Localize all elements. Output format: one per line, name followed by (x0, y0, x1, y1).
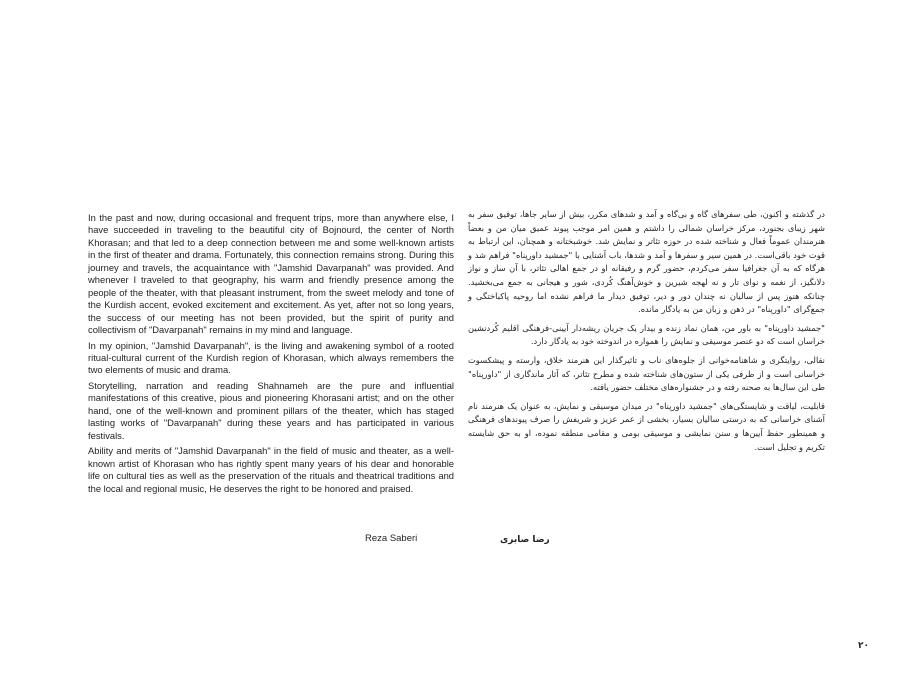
persian-paragraph-2: "جمشید داورپناه" به باور من، همان نماد زنده و بیدار یک جریان ریشه‌دار آیینی-فرهنگی اقلیم کُردنشین خراسان است که دو عنصر موسیقی و نمایش را همواره در اندوخته خود به یادگار دارد. (468, 322, 825, 347)
english-signature: Reza Saberi (365, 533, 418, 544)
persian-paragraph-4: قابلیت، لیاقت و شایستگی‌های "جمشید داورپناه" در میدان موسیقی و نمایش، به عنوان یک هنرمند نام آشنای خراسانی که به درستی سالیان بسیار، بخشی از عمر عزیز و شریفش را صرف پیوندهای فرهنگی و همینطور حفظ آیین‌ها و سنن نمایشی و موسیقی بومی و مقامی منطقه نموده، او به حق شایسته تکریم و تجلیل است. (468, 400, 825, 452)
persian-paragraph-3: نقالی، روایتگری و شاهنامه‌خوانی از جلوه‌های ناب و تاثیرگذار این هنرمند خلاق، وارسته و پیشکسوت خراسانی است و از طرفی یکی از ستون‌های شناخته شده و مطرح تئاتر، که آثار ماندگاری از "داورپناه" طی این سال‌ها به صحنه رفته و در جشنواره‌های مختلف حضور یافته. (468, 354, 825, 393)
english-paragraph-3: Storytelling, narration and reading Shahnameh are the pure and influential manifestations of this creative, pious and pioneering Khorasani artist; and on the other hand, one of the well-known and prominent pillars of the theater, which has staged lasting works of "Davarpanah" during these years and has participated in various festivals. (88, 379, 454, 441)
english-text-column (88, 212, 454, 498)
persian-signature: رضا صابری (500, 535, 550, 545)
english-paragraph-1: In the past and now, during occasional and frequent trips, more than anywhere else, I have succeeded in traveling to the beautiful city of Bojnourd, the center of North Khorasan; and that led to a deep connection between me and some well-known artists in the first of theater and drama. Fortunately, this connection remains strong. During this journey and travels, the acquaintance with "Jamshid Davarpanah" was provided. And whenever I traveled to that geography, his warm and friendly presence among the people of the theater, with that pleasant instrument, from the sweet melody and tone of the Kurdish accent, evoked excitement and excitement. As yet, after not so long years, the success of our meeting has not been provided, but the spirit of purity and collectivism of "Davarpanah" remains in my mind and language. (88, 212, 454, 336)
english-paragraph-4: Ability and merits of "Jamshid Davarpanah" in the field of music and theater, as a well-known artist of Khorasan who has rightly spent many years of his dear and honorable life on cultural ties as well as the preservation of the rituals and theatrical traditions and the local and regional music, He deserves the right to be honored and praised. (88, 445, 454, 494)
persian-paragraph-1: در گذشته و اکنون، طی سفرهای گاه و بی‌گاه و آمد و شدهای مکرر، بیش از سایر جاها، توفیق سفر به شهر زیبای بجنورد، مرکز خراسان شمالی را داشتم و همین امر موجب پیوند عمیق میان من و بعضاً هنرمندان عموماً فعال و شناخته شده در حوزه تئاتر و نمایش شد. خوشبختانه و همچنان، این ارتباط به قوت خود باقی‌است. در همین سیر و سفرها و آمد و شدها، باب آشنایی با "جمشید داورپناه" فراهم شد و هرگاه که به آن جغرافیا سفر می‌کردم، حضور گرم و رفیقانه او در جمع اهالی تئاتر، با آن ساز و نواز دلانگیز، از نغمه و نوای تار و نه لهجه شیرین و خوش‌آهنگ کُردی، شور و هیجانی به جمع می‌بخشید. چنانکه هنوز پس از سالیان نه چندان دور و دیر، توفیق دیدار ما فراهم نشده اما روحیه پاکباختگی و جمع‌گرای "داورپناه" در ذهن و زبان من به یادگار مانده. (468, 209, 825, 315)
english-paragraph-2: In my opinion, "Jamshid Davarpanah", is the living and awakening symbol of a rooted ritual-cultural current of the Kurdish region of Khorasan, which always remembers the two elements of music and drama. (88, 339, 454, 376)
page-number: ۲۰ (858, 641, 869, 651)
persian-text-column (468, 208, 825, 459)
